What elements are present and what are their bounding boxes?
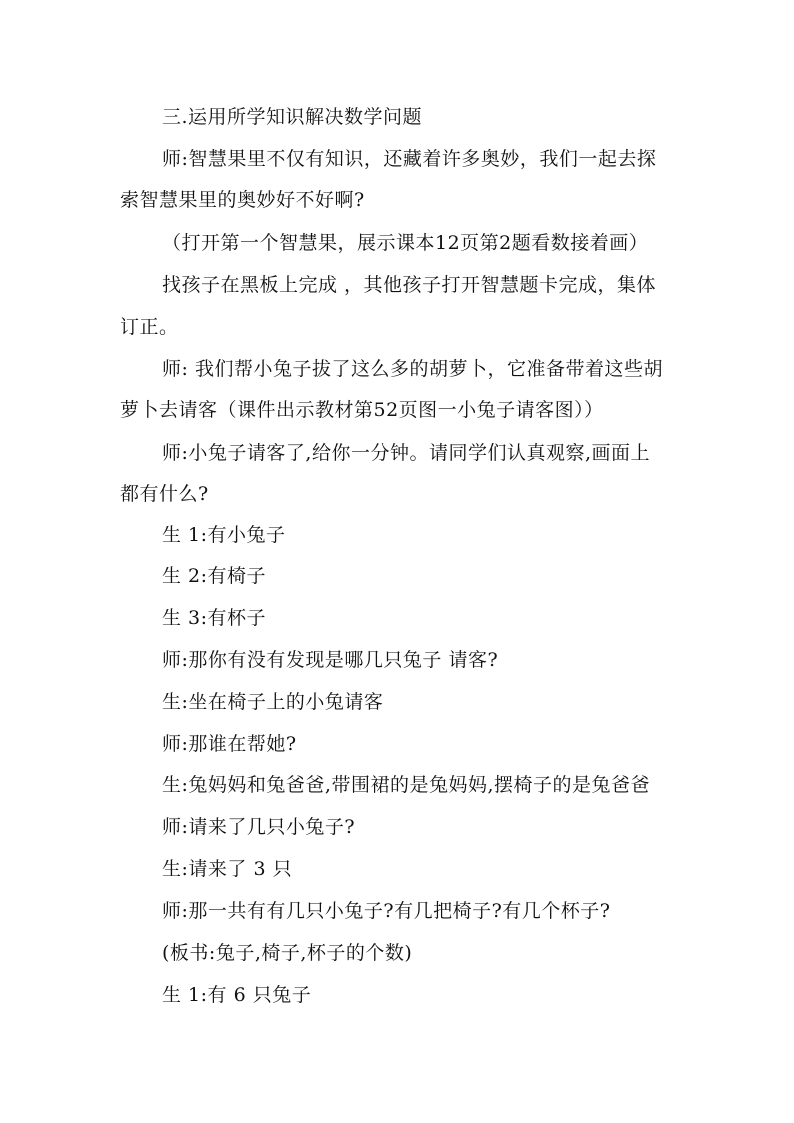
paragraph-line: 都有什么?: [120, 483, 209, 505]
paragraph-line: 师:那谁在帮她?: [162, 733, 297, 755]
paragraph-line: 萝卜去请客（课件出示教材第52页图一小兔子请客图））: [120, 399, 604, 421]
paragraph-line: 生:请来了 3 只: [162, 858, 293, 880]
paragraph-line: 生:兔妈妈和兔爸爸,带围裙的是兔妈妈,摆椅子的是兔爸爸: [162, 774, 650, 796]
paragraph-line: 师:小兔子请客了,给你一分钟。请同学们认真观察,画面上: [162, 442, 650, 464]
paragraph-line: 生 3:有杯子: [162, 607, 267, 629]
paragraph-line: (板书:兔子,椅子,杯子的个数): [162, 942, 413, 964]
paragraph-line: 生 1:有 6 只兔子: [162, 984, 312, 1006]
paragraph-line: 师:智慧果里不仅有知识，还藏着许多奥妙，我们一起去探: [162, 148, 657, 170]
paragraph-line: 订正。: [120, 316, 179, 338]
section-heading: 三.运用所学知识解决数学问题: [162, 106, 423, 128]
paragraph-line: 师:请来了几只小兔子?: [162, 816, 356, 838]
paragraph-line: 生:坐在椅子上的小兔请客: [162, 691, 384, 713]
paragraph-line: 生 2:有椅子: [162, 565, 267, 587]
paragraph-line: 索智慧果里的奥妙好不好啊?: [120, 189, 365, 211]
paragraph-line: 师:那一共有有几只小兔子?有几把椅子?有几个杯子?: [162, 900, 611, 922]
paragraph-line: 师: 我们帮小兔子拔了这么多的胡萝卜，它准备带着这些胡: [162, 358, 663, 380]
paragraph-line: 生 1:有小兔子: [162, 524, 286, 546]
paragraph-line: 师:那你有没有发现是哪几只兔子 请客?: [162, 649, 499, 671]
paragraph-line: （打开第一个智慧果，展示课本12页第2题看数接着画）: [162, 232, 649, 254]
paragraph-line: 找孩子在黑板上完成 ，其他孩子打开智慧题卡完成，集体: [162, 274, 657, 296]
